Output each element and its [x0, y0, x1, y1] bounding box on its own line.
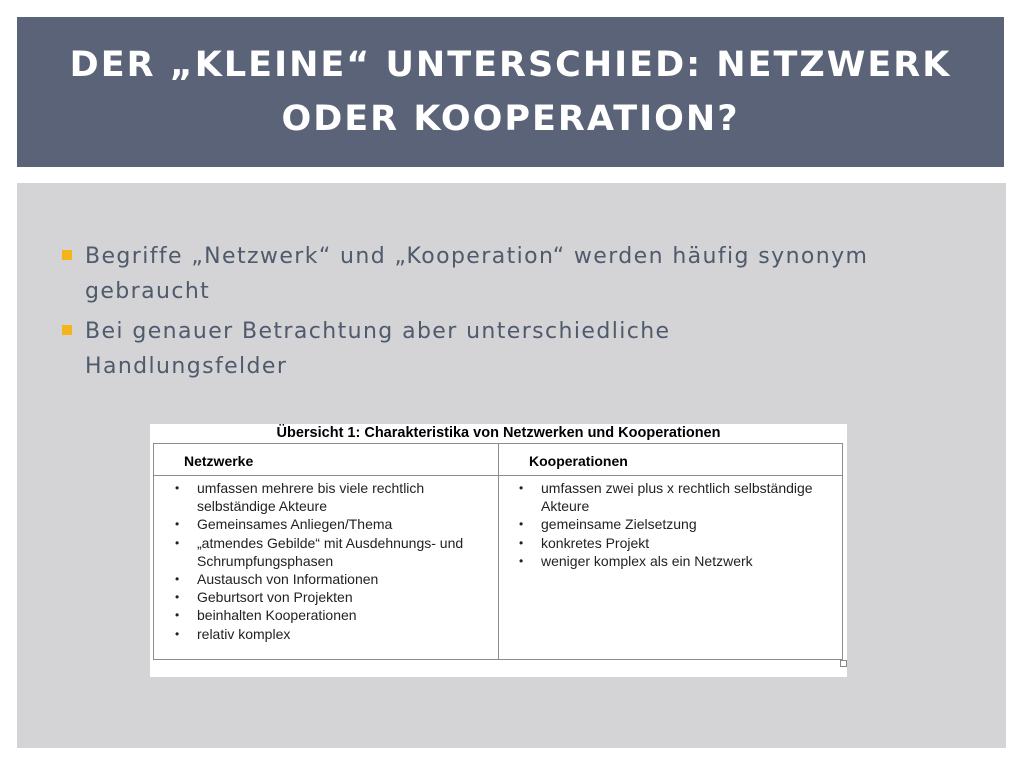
kooperationen-list: [516, 479, 836, 570]
table-caption: Übersicht 1: Charakteristika von Netzwerken und Kooperationen: [276, 425, 721, 441]
bullet-item: [61, 239, 881, 309]
netzwerke-item: • beinhalten Kooperationen: [172, 606, 492, 624]
kooperationen-item: • konkretes Projekt: [516, 534, 836, 552]
netzwerke-item: • Gemeinsames Anliegen/Thema: [172, 515, 492, 533]
column-header-kooperationen: Kooperationen: [529, 453, 628, 469]
bullet-text: Begriffe „Netzwerk“ und „Kooperation“ werden häufig synonym gebraucht: [85, 244, 869, 304]
bullet-list: [61, 239, 881, 389]
column-divider: [498, 444, 499, 659]
netzwerke-item: • Austausch von Informationen: [172, 570, 492, 588]
kooperationen-item: • umfassen zwei plus x rechtlich selbständige Akteure: [516, 479, 836, 515]
netzwerke-item: • umfassen mehrere bis viele rechtlich selbständige Akteure: [172, 479, 492, 515]
netzwerke-list: [172, 479, 492, 643]
netzwerke-item: • „atmendes Gebilde“ mit Ausdehnungs- und Schrumpfungsphasen: [172, 534, 492, 570]
bullet-item: [61, 314, 881, 384]
netzwerke-item: • relativ komplex: [172, 625, 492, 643]
resize-handle[interactable]: [840, 660, 847, 667]
bullet-text: Bei genauer Betrachtung aber unterschiedliche Handlungsfelder: [85, 319, 671, 379]
netzwerke-item: • Geburtsort von Projekten: [172, 588, 492, 606]
comparison-table: [153, 443, 843, 660]
kooperationen-item: • weniger komplex als ein Netzwerk: [516, 552, 836, 570]
title-bar: [17, 17, 1004, 167]
kooperationen-item: • gemeinsame Zielsetzung: [516, 515, 836, 533]
slide-title: DER „KLEINE“ UNTERSCHIED: NETZWERK ODER KOOPERATION?: [69, 45, 952, 139]
square-bullet-icon: [62, 250, 72, 260]
comparison-table-image[interactable]: [150, 424, 847, 677]
square-bullet-icon: [62, 325, 72, 335]
column-header-netzwerke: Netzwerke: [184, 453, 254, 469]
